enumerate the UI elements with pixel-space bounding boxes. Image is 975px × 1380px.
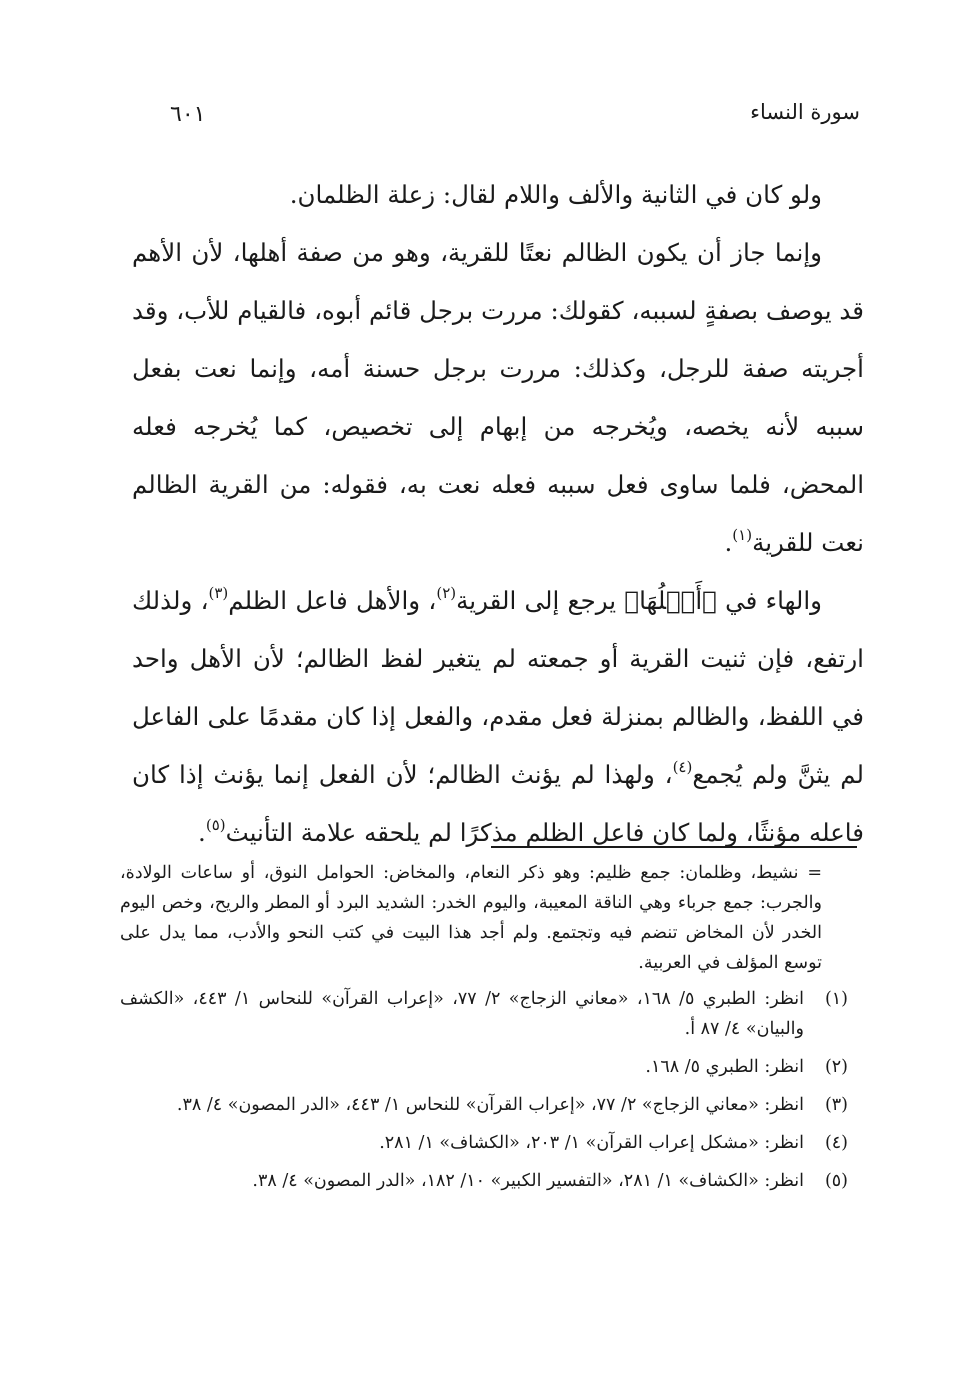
footnote-text: انظر: «الكشاف» ١/ ٢٨١، «التفسير الكبير» ١٠/ ١٨٢، «الدر المصون» ٤/ ٣٨. — [252, 1171, 804, 1191]
page-number: ٦٠١ — [170, 102, 206, 127]
footnote-number: (٤) — [824, 1133, 848, 1153]
paragraph — [132, 224, 864, 572]
footnote — [120, 1166, 848, 1196]
paragraph-text: . — [198, 818, 206, 847]
running-header — [140, 100, 860, 140]
surah-title: سورة النساء — [750, 100, 860, 124]
footnote-text: انظر: الطبري ٥/ ١٦٨، «معاني الزجاج» ٢/ ٧٧، «إعراب القرآن» للنحاس ١/ ٤٤٣، «الكشف والبيان» ٤/ ٨٧ أ. — [120, 989, 804, 1039]
paragraph-text: ، ولذلك ارتفع، فإن ثنيت القرية أو جمعته لم يتغير لفظ الظالم؛ لأن الأهل واحد في اللفظ، والظالم بمنزلة فعل مقدم، والفعل إذا كان مقدمًا على الفاعل لم يثنَّ ولم يُجمع — [132, 586, 865, 789]
footnote-text: انظر: «معاني الزجاج» ٢/ ٧٧، «إعراب القرآن» للنحاس ١/ ٤٤٣، «الدر المصون» ٤/ ٣٨. — [176, 1095, 804, 1115]
footnote-ref: (١) — [732, 526, 753, 544]
paragraph — [132, 572, 864, 862]
footnote-text: انظر: «مشكل إعراب القرآن» ١/ ٢٠٣، «الكشاف» ١/ ٢٨١. — [379, 1133, 804, 1153]
paragraph — [132, 166, 864, 224]
footnote-ref: (٤) — [672, 758, 693, 776]
footnote-continuation: = نشيط، وظلمان: جمع ظليم: وهو ذكر النعام، والمخاض: الحوامل النوق، أو ساعات الولادة، والجرب: جمع جرباء وهي الناقة المعيبة، واليوم الخدر: الشديد البرد أو المطر والريح، وخص اليوم الخدر لأن المخاض تنضم فيه وتجتمع. ولم أجد هذا البيت في كتب النحو والأدب، مما يدل على توسع المؤلف في العربية. — [120, 863, 822, 973]
paragraph-text: . — [724, 528, 733, 557]
footnote — [120, 1128, 848, 1158]
footnote — [120, 984, 848, 1044]
paragraph-text: والهاء في ﴿أَهۡلُهَا﴾ يرجع إلى القرية — [456, 586, 822, 615]
paragraph-text: ، والأهل فاعل الظلم — [228, 586, 437, 615]
footnote-divider — [491, 846, 857, 848]
footnote-ref: (٥) — [205, 816, 226, 834]
footnote-number: (١) — [824, 989, 848, 1009]
paragraph-text: ، ولهذا لم يؤنث الظالم؛ لأن الفعل إنما يؤنث إذا كان فاعله مؤنثًا، ولما كان فاعل الظلم مذكرًا لم يلحقه علامة التأنيث — [132, 760, 864, 847]
footnote — [120, 1052, 848, 1082]
footnote-ref: (٢) — [436, 584, 457, 602]
footnotes — [120, 858, 848, 1204]
footnote-text: انظر: الطبري ٥/ ١٦٨. — [645, 1057, 804, 1077]
footnote-ref: (٣) — [208, 584, 229, 602]
paragraph-text: وإنما جاز أن يكون الظالم نعتًا للقرية، وهو من صفة أهلها، لأن الأهم قد يوصف بصفةٍ لسببه، كقولك: مررت برجل قائم أبوه، فالقيام للأب، وقد أجريته صفة للرجل، وكذلك: مررت برجل حسنة أمه، وإنما نعت بفعل سببه لأنه يخصه، ويُخرجه من إبهام إلى تخصيص، كما يُخرجه فعله المحض، فلما ساوى فعل سببه فعله نعت به، فقوله: من القرية الظالم نعت للقرية — [132, 238, 864, 557]
footnote-number: (٥) — [824, 1171, 848, 1191]
paragraph-text: ولو كان في الثانية والألف واللام لقال: زعلة الظلمان. — [289, 180, 822, 209]
footnote-number: (٣) — [824, 1095, 848, 1115]
footnote-number: (٢) — [824, 1057, 848, 1077]
footnote — [120, 1090, 848, 1120]
main-text — [132, 166, 864, 862]
